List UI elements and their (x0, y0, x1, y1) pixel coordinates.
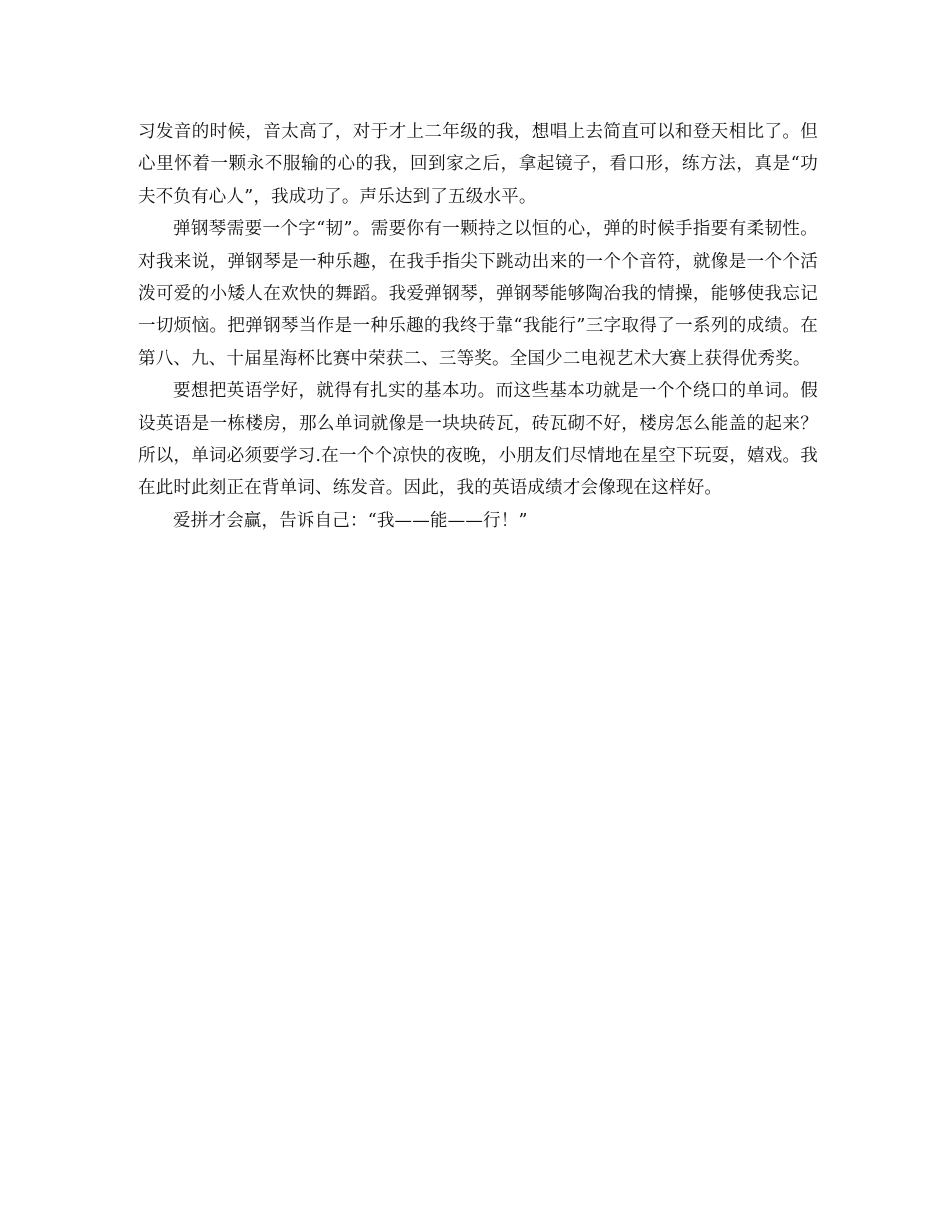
paragraph-4: 爱拼才会赢，告诉自己：“我——能——行！” (173, 510, 528, 531)
paragraph-2: 弹钢琴需要一个字“韧”。需要你有一颗持之以恒的心，弹的时候手指要有柔韧性。对我来说，弹钢琴是一种乐趣，在我手指尖下跳动出来的一个个音符，就像是一个个活泼可爱的小矮人在欢快的舞蹈。我爱弹钢琴，弹钢琴能够陶冶我的情操，能够使我忘记一切烦恼。把弹钢琴当作是一种乐趣的我终于靠“我能行”三字取得了一系列的成绩。在第八、九、十届星海杯比赛中荣获二、三等奖。全国少二电视艺术大赛上获得优秀奖。 (138, 219, 818, 369)
paragraph-1: 习发音的时候，音太高了，对于才上二年级的我，想唱上去简直可以和登天相比了。但心里怀着一颗永不服输的心的我，回到家之后，拿起镜子，看口形，练方法，真是“功夫不负有心人”，我成功了。声乐达到了五级水平。 (138, 122, 818, 207)
paragraph-3: 要想把英语学好，就得有扎实的基本功。而这些基本功就是一个个绕口的单词。假设英语是一栋楼房，那么单词就像是一块块砖瓦，砖瓦砌不好，楼房怎么能盖的起来？所以，单词必须要学习.在一个个凉快的夜晚，小朋友们尽情地在星空下玩耍，嬉戏。我在此时此刻正在背单词、练发音。因此，我的英语成绩才会像现在这样好。 (138, 381, 818, 499)
document-body (138, 116, 818, 537)
